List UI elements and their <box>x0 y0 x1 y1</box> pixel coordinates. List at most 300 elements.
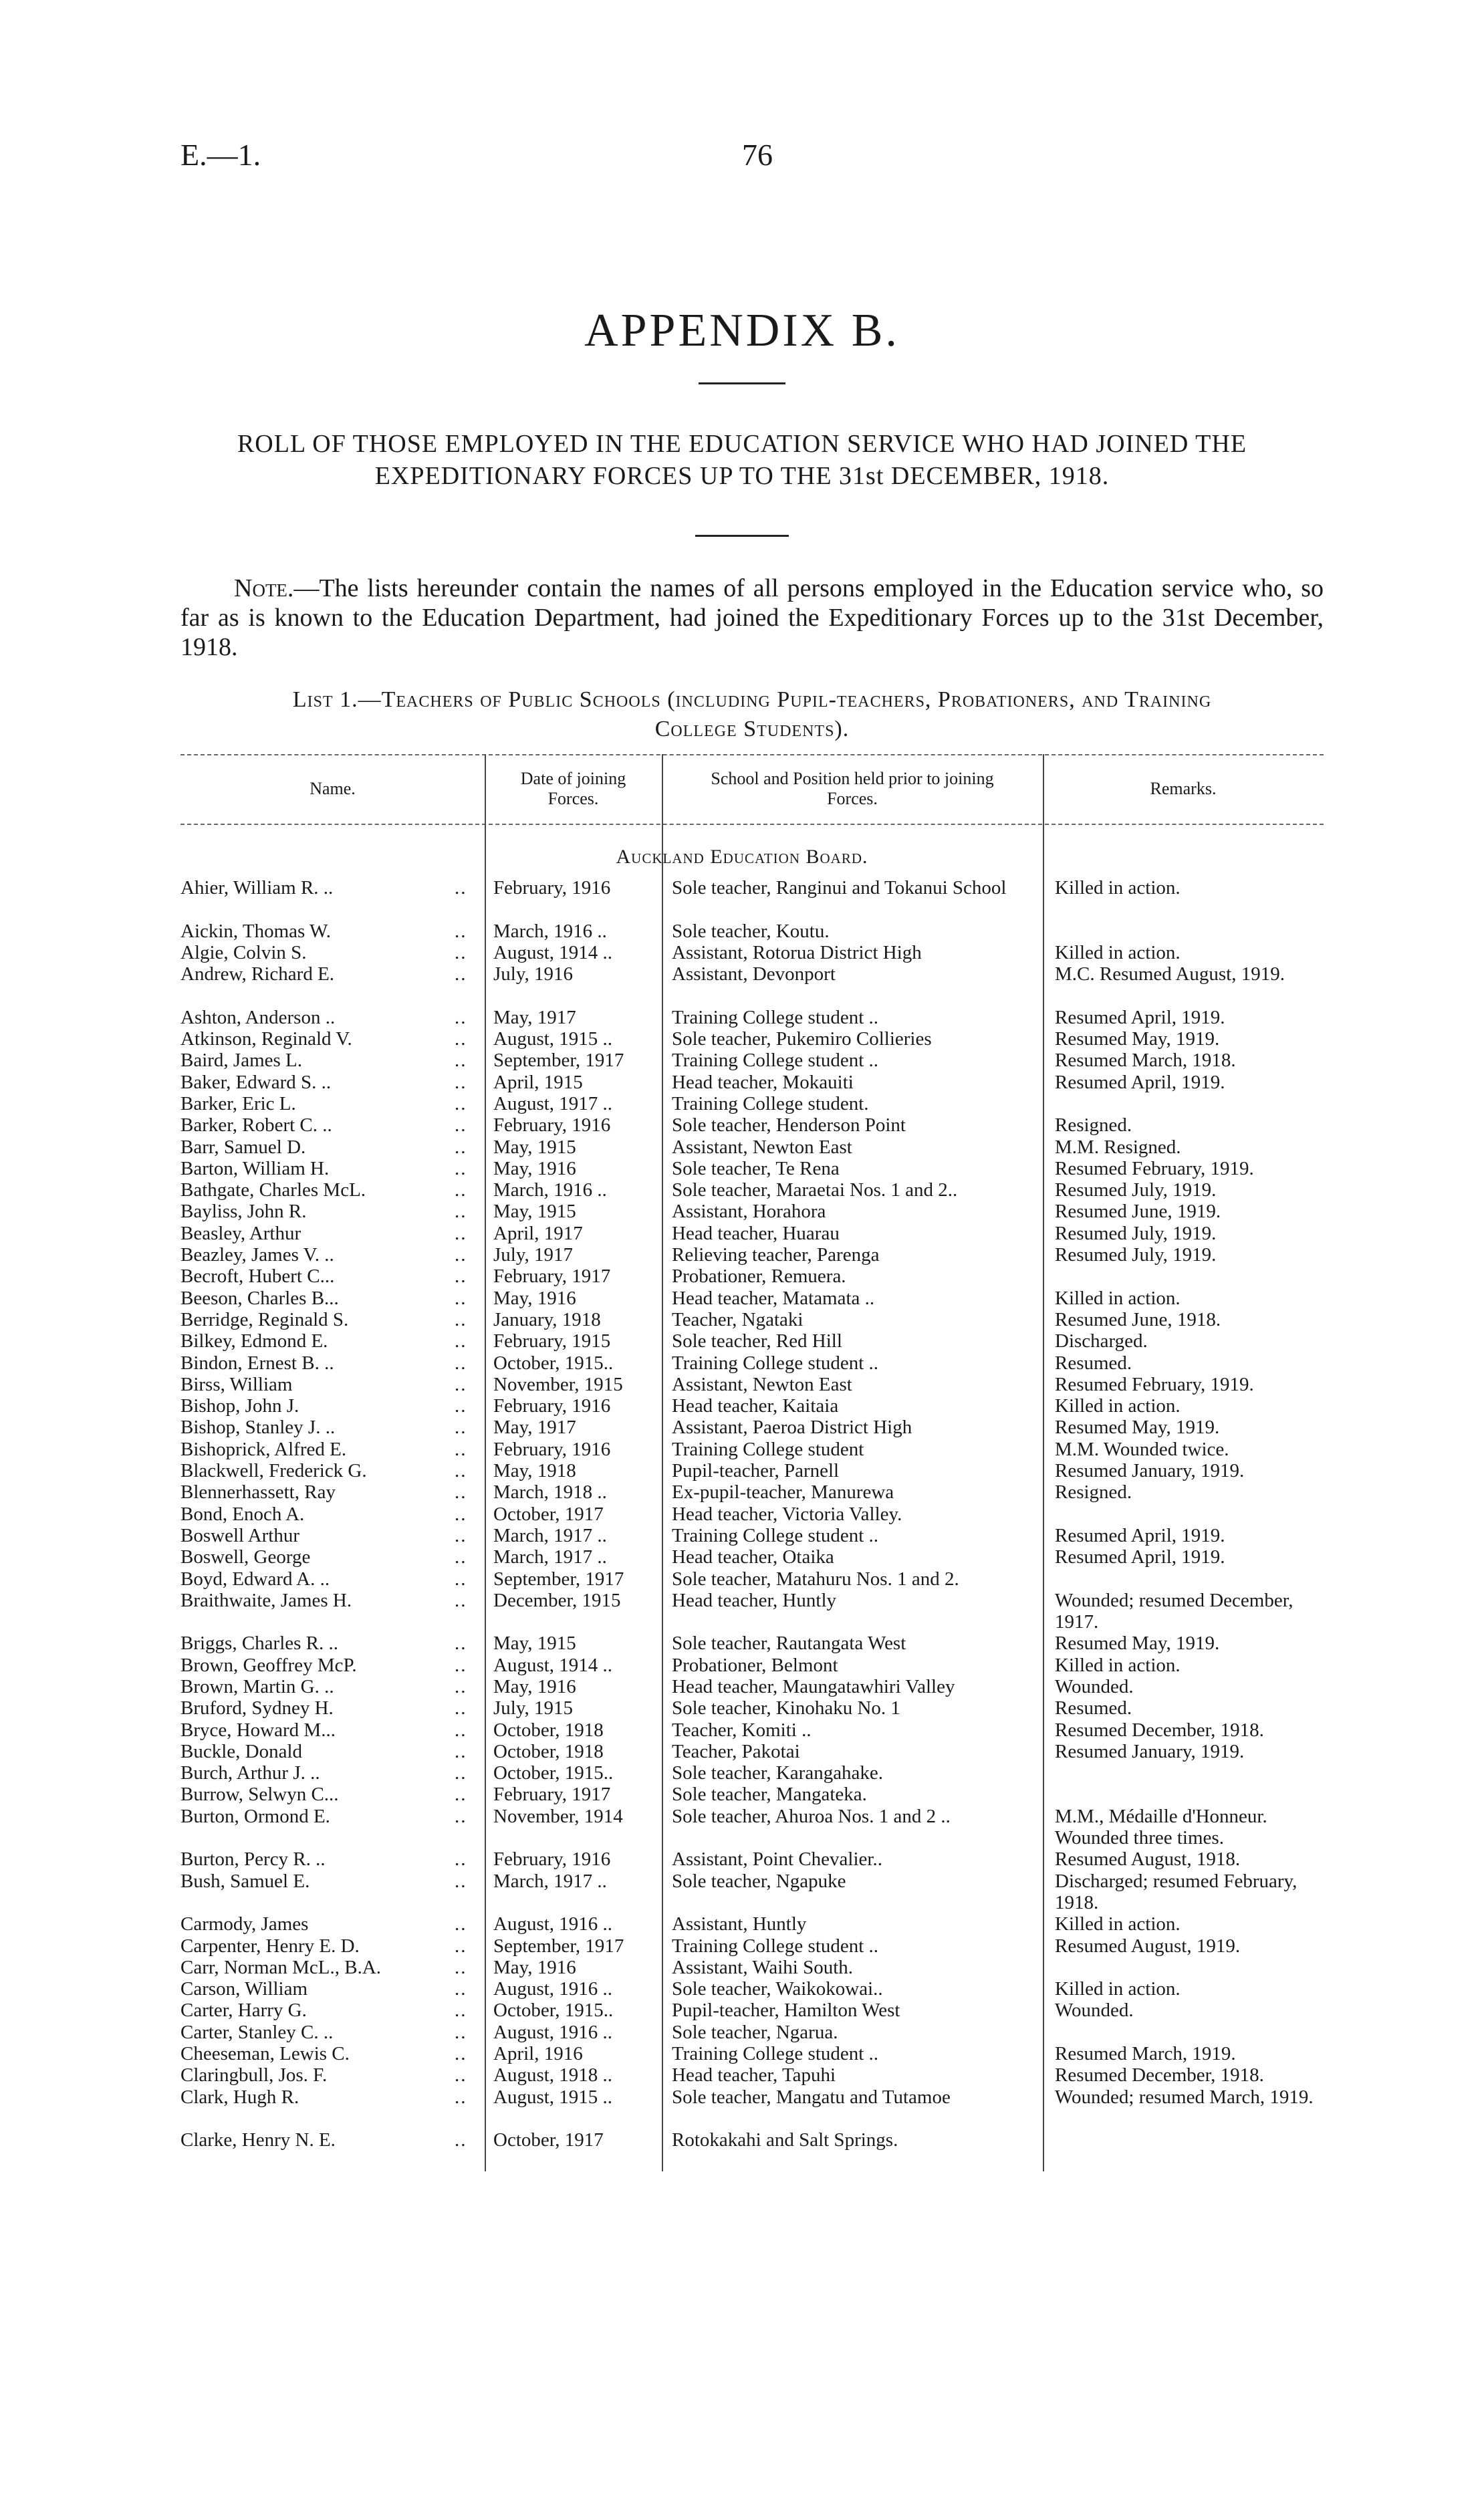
cell-remarks: Resumed April, 1919. <box>1055 1546 1225 1568</box>
table-row <box>0 1417 1484 1438</box>
cell-date: May, 1918 <box>493 1460 576 1482</box>
table-row <box>0 1309 1484 1330</box>
cell-name: Ahier, William R. .. <box>180 877 334 899</box>
leader-dots: .. <box>455 1222 467 1244</box>
cell-name: Beasley, Arthur <box>180 1222 301 1244</box>
subtitle-rule <box>695 535 789 537</box>
table-row <box>0 2022 1484 2043</box>
cell-school: Probationer, Belmont <box>672 1654 838 1676</box>
cell-name: Clarke, Henry N. E. <box>180 2129 336 2151</box>
table-row <box>0 1913 1484 1935</box>
table-row <box>0 1114 1484 1136</box>
table-row <box>0 1093 1484 1114</box>
cell-school: Sole teacher, Ngarua. <box>672 2021 838 2043</box>
cell-school: Teacher, Ngataki <box>672 1308 803 1330</box>
cell-name: Blennerhassett, Ray <box>180 1481 336 1504</box>
subtitle-line-2: EXPEDITIONARY FORCES UP TO THE 31st DECEMBER, 1918. <box>374 462 1110 490</box>
leader-dots: .. <box>455 1524 467 1546</box>
table-row <box>0 2000 1484 2021</box>
table-row <box>0 1848 1484 1870</box>
column-header-name: Name. <box>310 779 356 798</box>
leader-dots: .. <box>455 2021 467 2043</box>
leader-dots: .. <box>455 1330 467 1352</box>
cell-school: Training College student .. <box>672 1352 879 1374</box>
leader-dots: .. <box>455 1740 467 1762</box>
cell-school: Sole teacher, Waikokowai.. <box>672 1978 883 2000</box>
cell-name: Bishop, John J. <box>180 1395 299 1417</box>
leader-dots: .. <box>455 1201 467 1223</box>
cell-name: Bilkey, Edmond E. <box>180 1330 328 1352</box>
cell-school: Head teacher, Otaika <box>672 1546 834 1568</box>
cell-date: March, 1918 .. <box>493 1481 607 1504</box>
cell-school: Ex-pupil-teacher, Manurewa <box>672 1481 894 1504</box>
cell-school: Sole teacher, Matahuru Nos. 1 and 2. <box>672 1568 959 1590</box>
leader-dots: .. <box>455 1546 467 1568</box>
cell-name: Beeson, Charles B... <box>180 1287 339 1309</box>
cell-date: October, 1918 <box>493 1740 604 1762</box>
leader-dots: .. <box>455 1935 467 1957</box>
cell-name: Aickin, Thomas W. <box>180 920 332 942</box>
table-top-rule <box>180 754 1324 755</box>
cell-date: October, 1915.. <box>493 2000 614 2022</box>
cell-date: August, 1916 .. <box>493 1978 613 2000</box>
leader-dots: .. <box>455 1179 467 1201</box>
table-row <box>0 1655 1484 1676</box>
cell-remarks: Killed in action. <box>1055 1978 1181 2000</box>
cell-school: Sole teacher, Karangahake. <box>672 1762 884 1784</box>
cell-date: March, 1917 .. <box>493 1546 607 1568</box>
cell-school: Training College student. <box>672 1092 869 1114</box>
cell-remarks: Discharged. <box>1055 1330 1148 1352</box>
leader-dots: .. <box>455 2086 467 2108</box>
cell-date: February, 1916 <box>493 1395 611 1417</box>
leader-dots: .. <box>455 2064 467 2086</box>
cell-remarks: Resumed July, 1919. <box>1055 1222 1217 1244</box>
leader-dots: .. <box>455 1675 467 1697</box>
table-row <box>0 1697 1484 1719</box>
leader-dots: .. <box>455 1805 467 1827</box>
cell-name: Burton, Percy R. .. <box>180 1848 326 1871</box>
table-row <box>0 1050 1484 1071</box>
leader-dots: .. <box>455 1460 467 1482</box>
leader-dots: .. <box>455 1848 467 1871</box>
cell-name: Bond, Enoch A. <box>180 1503 305 1525</box>
leader-dots: .. <box>455 1244 467 1266</box>
cell-name: Bayliss, John R. <box>180 1201 307 1223</box>
cell-name: Ashton, Anderson .. <box>180 1006 336 1028</box>
table-row <box>0 1590 1484 1633</box>
table-row <box>0 1201 1484 1222</box>
table-row <box>0 1676 1484 1697</box>
cell-date: May, 1916 <box>493 1287 576 1309</box>
cell-school: Sole teacher, Maraetai Nos. 1 and 2.. <box>672 1179 958 1201</box>
list-title-line-2: College Students). <box>654 717 850 741</box>
table-row <box>0 1352 1484 1374</box>
table-row <box>0 1028 1484 1050</box>
cell-school: Training College student .. <box>672 1050 879 1072</box>
cell-date: February, 1916 <box>493 1848 611 1871</box>
table-row <box>0 1072 1484 1093</box>
table-row <box>0 1330 1484 1352</box>
cell-date: May, 1915 <box>493 1136 576 1158</box>
table-row <box>0 1481 1484 1503</box>
table-row <box>0 1395 1484 1417</box>
cell-name: Burrow, Selwyn C... <box>180 1784 339 1806</box>
cell-school: Assistant, Rotorua District High <box>672 941 922 963</box>
cell-school: Head teacher, Matamata .. <box>672 1287 875 1309</box>
cell-name: Beazley, James V. .. <box>180 1244 334 1266</box>
cell-school: Probationer, Remuera. <box>672 1266 846 1288</box>
roll-table-body <box>0 877 1484 2151</box>
cell-school: Teacher, Komiti .. <box>672 1719 812 1741</box>
leader-dots: .. <box>455 1417 467 1439</box>
title-rule <box>699 382 785 384</box>
document-reference: E.—1. <box>180 138 261 172</box>
cell-date: February, 1916 <box>493 877 611 899</box>
table-row <box>0 1741 1484 1762</box>
cell-date: October, 1917 <box>493 1503 604 1525</box>
leader-dots: .. <box>455 1266 467 1288</box>
cell-name: Berridge, Reginald S. <box>180 1308 349 1330</box>
leader-dots: .. <box>455 963 467 985</box>
cell-name: Carr, Norman McL., B.A. <box>180 1956 382 1978</box>
cell-remarks: Resumed June, 1919. <box>1055 1201 1221 1223</box>
leader-dots: .. <box>455 2129 467 2151</box>
cell-date: August, 1914 .. <box>493 941 613 963</box>
leader-dots: .. <box>455 877 467 899</box>
cell-date: July, 1916 <box>493 963 573 985</box>
cell-date: May, 1916 <box>493 1956 576 1978</box>
cell-date: May, 1916 <box>493 1675 576 1697</box>
cell-remarks: Wounded; resumed March, 1919. <box>1055 2086 1314 2108</box>
cell-name: Boswell Arthur <box>180 1524 300 1546</box>
column-header-remarks: Remarks. <box>1150 779 1217 798</box>
table-row <box>0 1935 1484 1957</box>
cell-date: September, 1917 <box>493 1050 624 1072</box>
cell-date: May, 1915 <box>493 1201 576 1223</box>
leader-dots: .. <box>455 1157 467 1179</box>
leader-dots: .. <box>455 1050 467 1072</box>
cell-date: October, 1915.. <box>493 1762 614 1784</box>
table-row <box>0 1460 1484 1481</box>
cell-name: Claringbull, Jos. F. <box>180 2064 328 2086</box>
cell-school: Sole teacher, Ranginui and Tokanui School <box>672 877 1007 899</box>
table-row <box>0 1633 1484 1654</box>
cell-name: Barker, Robert C. .. <box>180 1114 332 1137</box>
cell-name: Carmody, James <box>180 1913 309 1935</box>
cell-remarks: Resumed January, 1919. <box>1055 1740 1245 1762</box>
cell-remarks: Resumed March, 1918. <box>1055 1050 1236 1072</box>
cell-remarks: Resumed July, 1919. <box>1055 1244 1217 1266</box>
board-heading: Auckland Education Board. <box>616 846 868 868</box>
leader-dots: .. <box>455 1287 467 1309</box>
cell-remarks: Resumed December, 1918. <box>1055 1719 1264 1741</box>
cell-name: Bryce, Howard M... <box>180 1719 336 1741</box>
cell-date: March, 1917 .. <box>493 1524 607 1546</box>
cell-date: May, 1916 <box>493 1157 576 1179</box>
table-row <box>0 1568 1484 1590</box>
leader-dots: .. <box>455 1978 467 2000</box>
leader-dots: .. <box>455 1352 467 1374</box>
cell-name: Bishoprick, Alfred E. <box>180 1438 347 1460</box>
cell-name: Blackwell, Frederick G. <box>180 1460 367 1482</box>
page-number: 76 <box>742 138 773 172</box>
cell-date: March, 1916 .. <box>493 920 607 942</box>
cell-school: Head teacher, Huntly <box>672 1589 837 1611</box>
cell-name: Burch, Arthur J. .. <box>180 1762 320 1784</box>
cell-school: Sole teacher, Koutu. <box>672 920 830 942</box>
cell-school: Assistant, Devonport <box>672 963 836 985</box>
cell-date: May, 1915 <box>493 1633 576 1655</box>
cell-remarks: Killed in action. <box>1055 1287 1181 1309</box>
column-header-date <box>485 769 662 809</box>
cell-date: March, 1917 .. <box>493 1870 607 1892</box>
table-row <box>0 877 1484 921</box>
cell-date: April, 1915 <box>493 1071 583 1093</box>
table-row <box>0 1158 1484 1179</box>
cell-name: Briggs, Charles R. .. <box>180 1633 339 1655</box>
column-header-date-line-2: Forces. <box>547 789 599 808</box>
cell-date: August, 1914 .. <box>493 1654 613 1676</box>
cell-remarks: Killed in action. <box>1055 877 1181 899</box>
cell-remarks: Resumed May, 1919. <box>1055 1417 1220 1439</box>
table-row <box>0 942 1484 963</box>
table-row <box>0 1179 1484 1201</box>
cell-name: Algie, Colvin S. <box>180 941 307 963</box>
cell-date: December, 1915 <box>493 1589 621 1611</box>
cell-school: Assistant, Paeroa District High <box>672 1417 912 1439</box>
cell-remarks: Resumed February, 1919. <box>1055 1157 1254 1179</box>
cell-date: September, 1917 <box>493 1935 624 1957</box>
table-row <box>0 1806 1484 1849</box>
leader-dots: .. <box>455 1870 467 1892</box>
cell-date: May, 1917 <box>493 1417 576 1439</box>
cell-remarks: Resumed April, 1919. <box>1055 1006 1225 1028</box>
cell-remarks: M.M. Resigned. <box>1055 1136 1181 1158</box>
table-row <box>0 963 1484 1007</box>
table-row <box>0 1244 1484 1266</box>
table-row <box>0 1978 1484 2000</box>
cell-remarks: Killed in action. <box>1055 1395 1181 1417</box>
cell-name: Birss, William <box>180 1373 293 1395</box>
cell-remarks: Resumed July, 1919. <box>1055 1179 1217 1201</box>
cell-school: Sole teacher, Mangateka. <box>672 1784 867 1806</box>
cell-name: Atkinson, Reginald V. <box>180 1028 352 1050</box>
cell-remarks: Resumed May, 1919. <box>1055 1028 1220 1050</box>
cell-name: Baker, Edward S. .. <box>180 1071 332 1093</box>
cell-date: January, 1918 <box>493 1308 601 1330</box>
leader-dots: .. <box>455 2000 467 2022</box>
leader-dots: .. <box>455 1568 467 1590</box>
roll-subtitle <box>0 428 1484 492</box>
cell-name: Barker, Eric L. <box>180 1092 296 1114</box>
cell-school: Assistant, Newton East <box>672 1136 852 1158</box>
cell-school: Head teacher, Victoria Valley. <box>672 1503 902 1525</box>
cell-date: October, 1915.. <box>493 1352 614 1374</box>
leader-dots: .. <box>455 1589 467 1611</box>
leader-dots: .. <box>455 1719 467 1741</box>
cell-school: Head teacher, Tapuhi <box>672 2064 836 2086</box>
cell-name: Clark, Hugh R. <box>180 2086 299 2108</box>
table-row <box>0 1525 1484 1546</box>
cell-date: August, 1916 .. <box>493 1913 613 1935</box>
table-row <box>0 1288 1484 1309</box>
cell-name: Bishop, Stanley J. .. <box>180 1417 336 1439</box>
cell-name: Carter, Harry G. <box>180 2000 307 2022</box>
cell-remarks: Wounded. <box>1055 1675 1134 1697</box>
cell-date: November, 1914 <box>493 1805 623 1827</box>
cell-school: Assistant, Newton East <box>672 1373 852 1395</box>
cell-school: Pupil-teacher, Hamilton West <box>672 2000 900 2022</box>
cell-name: Carson, William <box>180 1978 308 2000</box>
table-row <box>0 921 1484 942</box>
list-title-line-1: List 1.—Teachers of Public Schools (including Pupil-teachers, Probationers, and Training <box>292 687 1212 712</box>
leader-dots: .. <box>455 1028 467 1050</box>
cell-date: February, 1917 <box>493 1266 611 1288</box>
cell-remarks: Resumed February, 1919. <box>1055 1373 1254 1395</box>
leader-dots: .. <box>455 1481 467 1504</box>
leader-dots: .. <box>455 1503 467 1525</box>
leader-dots: .. <box>455 941 467 963</box>
cell-remarks: Wounded; resumed December, 1917. <box>1055 1589 1293 1633</box>
table-row <box>0 2129 1484 2151</box>
cell-date: October, 1917 <box>493 2129 604 2151</box>
cell-school: Pupil-teacher, Parnell <box>672 1460 840 1482</box>
cell-school: Sole teacher, Mangatu and Tutamoe <box>672 2086 951 2108</box>
cell-name: Boswell, George <box>180 1546 311 1568</box>
cell-school: Rotokakahi and Salt Springs. <box>672 2129 898 2151</box>
cell-school: Training College student .. <box>672 1935 879 1957</box>
table-row <box>0 2043 1484 2064</box>
cell-remarks: Discharged; resumed February, 1918. <box>1055 1870 1297 1913</box>
column-header-date-line-1: Date of joining <box>520 769 626 788</box>
table-row <box>0 1546 1484 1568</box>
note-paragraph <box>180 574 1324 662</box>
cell-school: Sole teacher, Henderson Point <box>672 1114 906 1137</box>
leader-dots: .. <box>455 1633 467 1655</box>
cell-date: February, 1917 <box>493 1784 611 1806</box>
leader-dots: .. <box>455 1913 467 1935</box>
cell-date: April, 1917 <box>493 1222 583 1244</box>
cell-remarks: Resumed August, 1919. <box>1055 1935 1241 1957</box>
cell-date: July, 1915 <box>493 1697 573 1719</box>
cell-remarks: Resigned. <box>1055 1481 1132 1504</box>
cell-school: Sole teacher, Te Rena <box>672 1157 840 1179</box>
table-row <box>0 1504 1484 1525</box>
cell-remarks: Resumed. <box>1055 1352 1132 1374</box>
cell-name: Buckle, Donald <box>180 1740 303 1762</box>
table-row <box>0 1266 1484 1287</box>
cell-school: Head teacher, Huarau <box>672 1222 840 1244</box>
cell-date: March, 1916 .. <box>493 1179 607 1201</box>
table-row <box>0 2064 1484 2086</box>
cell-school: Relieving teacher, Parenga <box>672 1244 880 1266</box>
leader-dots: .. <box>455 920 467 942</box>
cell-school: Sole teacher, Kinohaku No. 1 <box>672 1697 900 1719</box>
table-row <box>0 1374 1484 1395</box>
table-row <box>0 1762 1484 1784</box>
cell-remarks: Killed in action. <box>1055 1913 1181 1935</box>
table-row <box>0 1223 1484 1244</box>
cell-name: Cheeseman, Lewis C. <box>180 2043 350 2065</box>
cell-remarks: Resigned. <box>1055 1114 1132 1137</box>
leader-dots: .. <box>455 1373 467 1395</box>
appendix-title: APPENDIX B. <box>584 305 900 356</box>
cell-school: Assistant, Waihi South. <box>672 1956 854 1978</box>
leader-dots: .. <box>455 1006 467 1028</box>
cell-school: Sole teacher, Red Hill <box>672 1330 842 1352</box>
cell-name: Barr, Samuel D. <box>180 1136 306 1158</box>
cell-name: Brown, Geoffrey McP. <box>180 1654 357 1676</box>
cell-date: May, 1917 <box>493 1006 576 1028</box>
cell-date: October, 1918 <box>493 1719 604 1741</box>
column-header-school-line-2: Forces. <box>827 789 878 808</box>
cell-date: August, 1916 .. <box>493 2021 613 2043</box>
leader-dots: .. <box>455 1395 467 1417</box>
cell-name: Brown, Martin G. .. <box>180 1675 334 1697</box>
cell-school: Sole teacher, Rautangata West <box>672 1633 906 1655</box>
leader-dots: .. <box>455 1114 467 1137</box>
cell-remarks: Resumed May, 1919. <box>1055 1633 1220 1655</box>
table-row <box>0 1871 1484 1914</box>
cell-date: February, 1916 <box>493 1114 611 1137</box>
cell-remarks: Resumed April, 1919. <box>1055 1071 1225 1093</box>
cell-school: Sole teacher, Ngapuke <box>672 1870 846 1892</box>
table-row <box>0 1007 1484 1028</box>
leader-dots: .. <box>455 1762 467 1784</box>
cell-remarks: M.M., Médaille d'Honneur. Wounded three times. <box>1055 1805 1267 1849</box>
cell-school: Training College student .. <box>672 1006 879 1028</box>
cell-name: Carpenter, Henry E. D. <box>180 1935 360 1957</box>
cell-name: Barton, William H. <box>180 1157 330 1179</box>
cell-date: February, 1916 <box>493 1438 611 1460</box>
table-header-rule <box>180 824 1324 825</box>
list-title <box>180 685 1324 744</box>
cell-remarks: Resumed March, 1919. <box>1055 2043 1236 2065</box>
cell-date: August, 1917 .. <box>493 1092 613 1114</box>
cell-remarks: Resumed January, 1919. <box>1055 1460 1245 1482</box>
leader-dots: .. <box>455 1697 467 1719</box>
note-label: Note. <box>234 574 294 602</box>
cell-remarks: Wounded. <box>1055 2000 1134 2022</box>
cell-name: Braithwaite, James H. <box>180 1589 352 1611</box>
cell-name: Boyd, Edward A. .. <box>180 1568 330 1590</box>
cell-date: July, 1917 <box>493 1244 573 1266</box>
cell-school: Head teacher, Maungatawhiri Valley <box>672 1675 955 1697</box>
cell-date: April, 1916 <box>493 2043 583 2065</box>
table-row <box>0 1719 1484 1741</box>
leader-dots: .. <box>455 1654 467 1676</box>
cell-name: Bathgate, Charles McL. <box>180 1179 366 1201</box>
cell-date: August, 1915 .. <box>493 2086 613 2108</box>
cell-remarks: M.M. Wounded twice. <box>1055 1438 1229 1460</box>
table-row <box>0 1137 1484 1158</box>
cell-school: Sole teacher, Ahuroa Nos. 1 and 2 .. <box>672 1805 951 1827</box>
cell-date: September, 1917 <box>493 1568 624 1590</box>
leader-dots: .. <box>455 1136 467 1158</box>
cell-remarks: Resumed April, 1919. <box>1055 1524 1225 1546</box>
table-row <box>0 2086 1484 2130</box>
cell-date: August, 1915 .. <box>493 1028 613 1050</box>
cell-school: Assistant, Huntly <box>672 1913 807 1935</box>
cell-name: Bindon, Ernest B. .. <box>180 1352 334 1374</box>
cell-remarks: Resumed. <box>1055 1697 1132 1719</box>
leader-dots: .. <box>455 2043 467 2065</box>
cell-name: Carter, Stanley C. .. <box>180 2021 334 2043</box>
cell-name: Baird, James L. <box>180 1050 303 1072</box>
cell-date: August, 1918 .. <box>493 2064 613 2086</box>
cell-date: February, 1915 <box>493 1330 611 1352</box>
